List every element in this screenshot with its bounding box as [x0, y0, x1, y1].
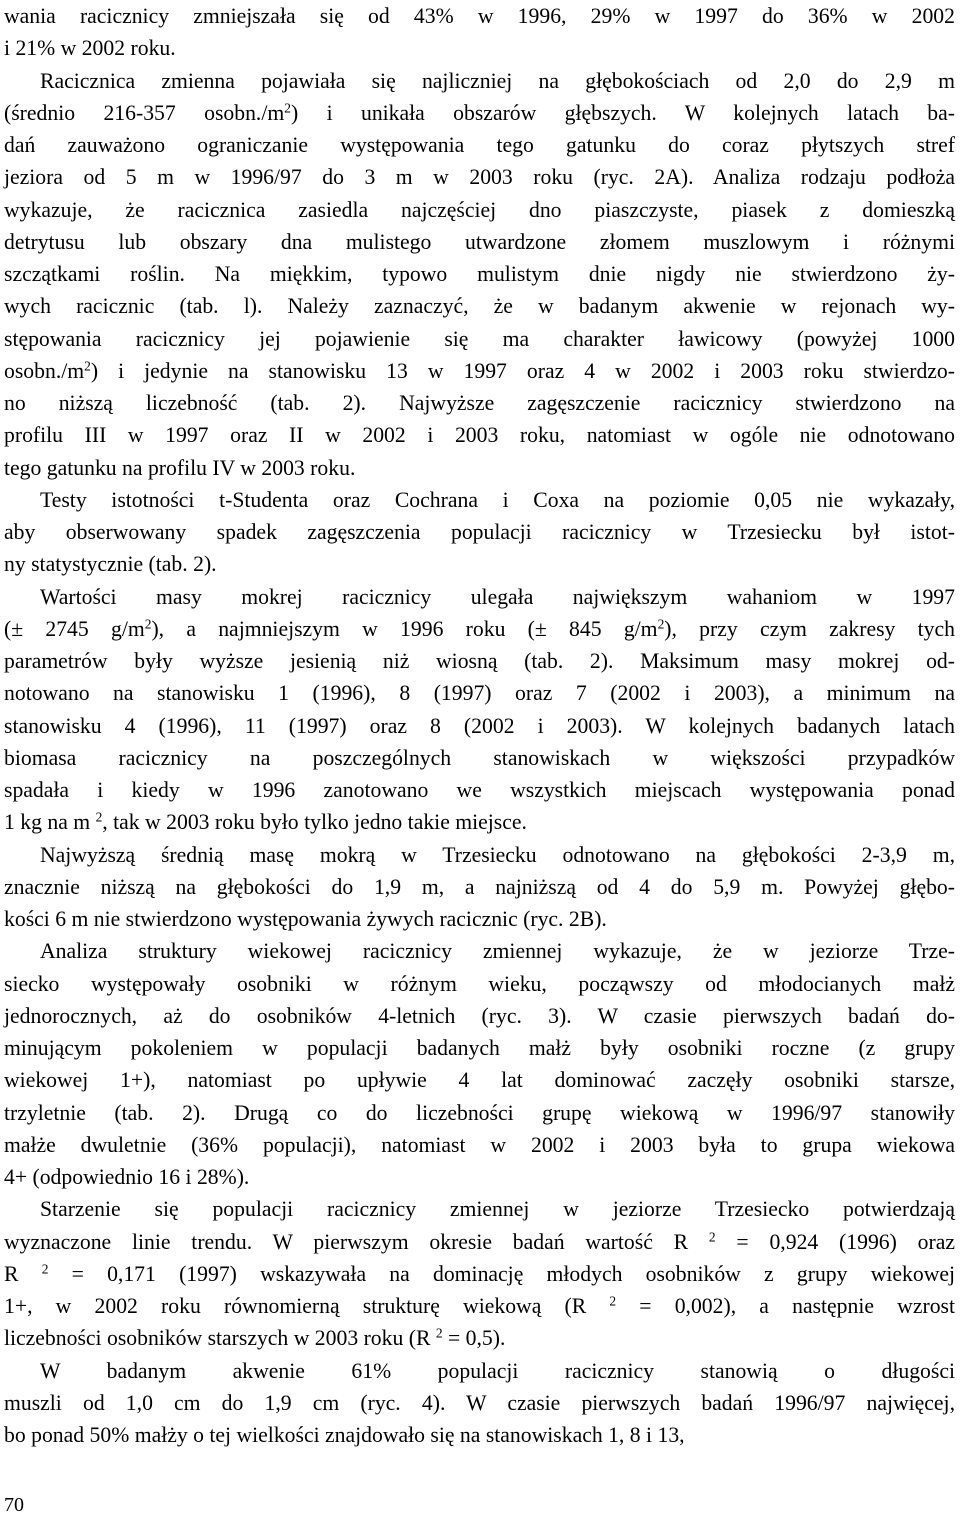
text-line: biomasa racicznicy na poszczególnych stanowiskach w większości przypadków — [4, 745, 955, 770]
text-line: małże dwuletnie (36% populacji), natomiast w 2002 i 2003 była to grupa wiekowa — [4, 1132, 955, 1157]
text-line: stanowisku 4 (1996), 11 (1997) oraz 8 (2002 i 2003). W kolejnych badanych latach — [4, 713, 955, 738]
page-number: 70 — [4, 1494, 24, 1516]
text-line: znacznie niższą na głębokości do 1,9 m, a najniższą od 4 do 5,9 m. Powyżej głębo- — [4, 874, 955, 899]
superscript: 2 — [41, 1261, 49, 1277]
superscript: 2 — [708, 1229, 716, 1245]
text-line: Testy istotności t-Studenta oraz Cochrana i Coxa na poziomie 0,05 nie wykazały, — [40, 487, 955, 512]
text-line: ny statystycznie (tab. 2). — [4, 552, 217, 577]
superscript: 2 — [84, 358, 91, 374]
paragraph — [4, 65, 955, 484]
text-line: 4+ (odpowiednio 16 i 28%). — [4, 1165, 250, 1189]
superscript: 2 — [144, 616, 152, 632]
superscript: 2 — [435, 1325, 443, 1341]
text-line: $osobn./m^2$) i jedynie na stanowisku 13 w 1997 oraz 4 w 2002 i 2003 roku stwierdzo- — [4, 358, 955, 383]
text-line: no niższą liczebność (tab. 2). Najwyższe zagęszczenie racicznicy stwierdzono na — [4, 391, 955, 415]
paragraph — [4, 839, 955, 936]
paragraph — [4, 0, 955, 65]
text-line: siecko występowały osobniki w różnym wieku, począwszy od młodocianych małż — [4, 971, 955, 996]
text-line: wiekowej 1+), natomiast po upływie 4 lat dominować zaczęły osobniki starsze, — [4, 1068, 955, 1093]
text-line: W badanym akwenie 61% populacji racicznicy stanowią o długości — [40, 1358, 955, 1383]
text-line: spadała i kiedy w 1996 zanotowano we wszystkich miejscach występowania ponad — [4, 778, 955, 802]
superscript: 2 — [95, 809, 103, 825]
text-line: Analiza struktury wiekowej racicznicy zmiennej wykazuje, że w jeziorze Trze- — [40, 939, 955, 964]
text-line: stępowania racicznicy jej pojawienie się ma charakter ławicowy (powyżej 1000 — [4, 326, 955, 351]
text-line: notowano na stanowisku 1 (1996), 8 (1997) oraz 7 (2002 i 2003), a minimum na — [4, 681, 955, 706]
text-line: profilu III w 1997 oraz II w 2002 i 2003 roku, natomiast w ogóle nie odnotowano — [4, 423, 955, 448]
text-line: bo ponad 50% małży o tej wielkości znajdowało się na stanowiskach 1, 8 i 13, — [4, 1423, 685, 1447]
text-line: aby obserwowany spadek zagęszczenia populacji racicznicy w Trzesiecku był istot- — [4, 520, 955, 544]
text-line: jeziora od 5 m w 1996/97 do 3 m w 2003 roku (ryc. 2A). Analiza rodzaju podłoża — [4, 165, 955, 190]
text-line: Racicznica zmienna pojawiała się najliczniej na głębokościach od 2,0 do 2,9 m — [40, 68, 955, 93]
text-line: dań zauważono ograniczanie występowania tego gatunku do coraz płytszych stref — [4, 133, 955, 157]
text-line: wania racicznicy zmniejszała się od 43% w 1996, 29% w 1997 do 36% w 2002 — [4, 4, 955, 28]
text-line: Najwyższą średnią masę mokrą w Trzesiecku odnotowano na głębokości 2-3,9 m, — [40, 842, 955, 867]
text-line: (średnio 216-357 $osobn./m^2$) i unikała obszarów głębszych. W kolejnych latach ba- — [4, 100, 955, 125]
text-line: trzyletnie (tab. 2). Drugą co do liczebności grupę wiekową w 1996/97 stanowiły — [4, 1100, 955, 1125]
text-line: R $^2$ = 0,171 (1997) wskazywała na dominację młodych osobników z grupy wiekowej — [4, 1261, 956, 1286]
text-line: 1+, w 2002 roku równomierną strukturę wiekową (R $^2$ = 0,002), a następnie wzrost — [4, 1293, 955, 1318]
text-line: Wartości masy mokrej racicznicy ulegała największym wahaniom w 1997 — [40, 584, 955, 609]
paragraph — [4, 935, 955, 1193]
paragraph — [4, 1193, 955, 1354]
superscript: 2 — [609, 1293, 617, 1309]
document-page — [4, 0, 955, 1451]
text-line: wyznaczone linie trendu. W pierwszym okresie badań wartość R $^2$ = 0,924 (1996) oraz — [4, 1229, 955, 1254]
paragraph — [4, 484, 955, 581]
text-line: wykazuje, że racicznica zasiedla najczęściej dno piaszczyste, piasek z domieszką — [4, 197, 955, 222]
paragraph — [4, 581, 955, 839]
text-line: minującym pokoleniem w populacji badanych małż były osobniki roczne (z grupy — [4, 1036, 955, 1060]
superscript: 2 — [657, 616, 665, 632]
paragraph — [4, 1355, 955, 1452]
text-line: Starzenie się populacji racicznicy zmiennej w jeziorze Trzesiecko potwierdzają — [40, 1197, 955, 1222]
text-line: tego gatunku na profilu IV w 2003 roku. — [4, 455, 356, 480]
text-line: kości 6 m nie stwierdzono występowania żywych racicznic (ryc. 2B). — [4, 907, 607, 931]
text-line: szczątkami roślin. Na miękkim, typowo mulistym dnie nigdy nie stwierdzono ży- — [4, 262, 955, 286]
text-line: liczebności osobników starszych w 2003 roku (R $^2$ = 0,5). — [4, 1325, 506, 1351]
text-line: detrytusu lub obszary dna mulistego utwardzone złomem muszlowym i różnymi — [4, 229, 955, 254]
text-line: jednorocznych, aż do osobników 4-letnich (ryc. 3). W czasie pierwszych badań do- — [4, 1003, 955, 1028]
superscript: 2 — [284, 100, 291, 116]
text-line: parametrów były wyższe jesienią niż wiosną (tab. 2). Maksimum masy mokrej od- — [4, 649, 955, 673]
text-line: 1 kg na m $^2$, tak w 2003 roku było tylko jedno takie miejsce. — [4, 809, 527, 835]
text-line: i 21% w 2002 roku. — [4, 36, 176, 61]
text-line: muszli od 1,0 cm do 1,9 cm (ryc. 4). W czasie pierwszych badań 1996/97 najwięcej, — [4, 1390, 955, 1415]
text-line: (± 2745 $g/m^2$), a najmniejszym w 1996 roku (± 845 $g/m^2$), przy czym zakresy tych — [4, 616, 955, 641]
text-line: wych racicznic (tab. l). Należy zaznaczyć, że w badanym akwenie w rejonach wy- — [4, 294, 955, 319]
